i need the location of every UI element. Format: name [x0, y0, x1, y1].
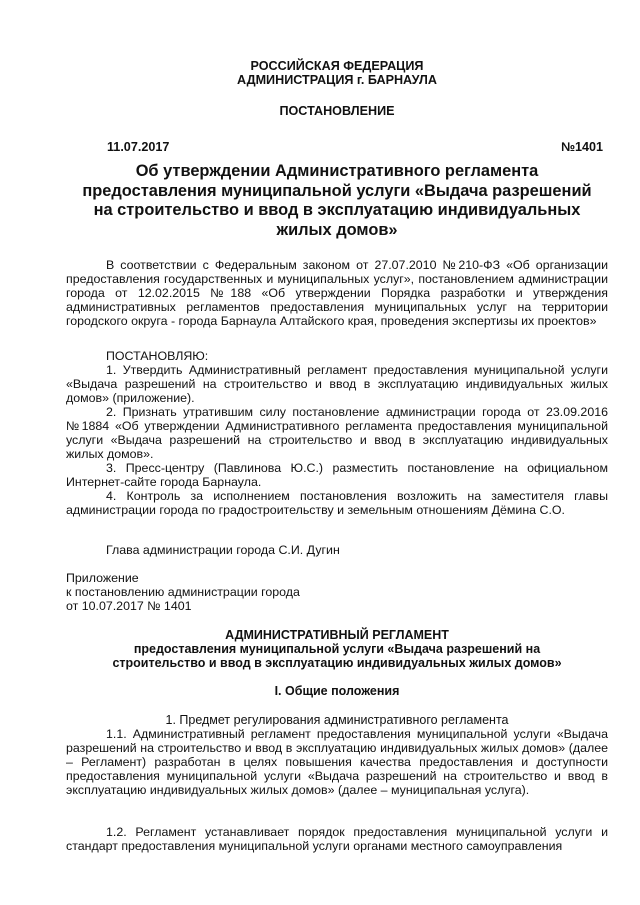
preamble-paragraph: В соответствии с Федеральным законом от 27.07.2010 №210-ФЗ «Об организации предоставления государственных и муниципальных услуг», постановлением администрации города от 12.02.2015 №188 «Об утверждении Порядка разработки и утверждения административных регламентов предоставления муниципальных услуг на территории городского округа - города Барнаула Алтайского края, проведения экспертизы их проектов»	[66, 258, 608, 328]
document-number: №1401	[560, 140, 603, 154]
subsection-heading: 1. Предмет регулирования административного регламента	[165, 713, 509, 727]
section-heading: I. Общие положения	[274, 684, 400, 698]
regulation-paragraph-1-1: 1.1. Административный регламент предоставления муниципальной услуги «Выдача разрешений на строительство и ввод в эксплуатацию индивидуальных жилых домов» (далее – Регламент) разработан в целях повышения качества предоставления и доступности предоставления муниципальной услуги «Выдача разрешений на строительство и ввод в эксплуатацию индивидуальных жилых домов» (далее – муниципальная услуга).	[66, 727, 608, 797]
regulation-paragraph-1-2: 1.2. Регламент устанавливает порядок предоставления муниципальной услуги и стандарт предоставления муниципальной услуги органами местного самоуправления	[66, 825, 608, 853]
decree-item-4: 4. Контроль за исполнением постановления возложить на заместителя главы администрации города по градостроительству и земельным отношениям Дёмина С.О.	[66, 489, 608, 517]
decree-item-3: 3. Пресс-центру (Павлинова Ю.С.) разместить постановление на официальном Интернет-сайте города Барнаула.	[66, 461, 608, 489]
header-administration: АДМИНИСТРАЦИЯ г. БАРНАУЛА	[237, 73, 437, 87]
document-title-line-1: Об утверждении Административного регламента	[135, 162, 539, 180]
appendix-date-number: от 10.07.2017 № 1401	[66, 599, 192, 613]
document-title-line-3: на строительство и ввод в эксплуатацию индивидуальных	[93, 201, 581, 219]
decree-item-2: 2. Признать утратившим силу постановление администрации города от 23.09.2016 №1884 «Об утверждении Административного регламента предоставления муниципальной услуги «Выдача разрешений на строительство и ввод в эксплуатацию индивидуальных жилых домов».	[66, 405, 608, 461]
document-type: ПОСТАНОВЛЕНИЕ	[279, 104, 395, 118]
regulation-subheading-line-2: строительство и ввод в эксплуатацию индивидуальных жилых домов»	[112, 656, 562, 670]
signature-line: Глава администрации города С.И. Дугин	[106, 543, 340, 557]
header-country: РОССИЙСКАЯ ФЕДЕРАЦИЯ	[250, 59, 424, 73]
decree-word: ПОСТАНОВЛЯЮ:	[106, 349, 209, 363]
document-title-line-2: предоставления муниципальной услуги «Выдача разрешений	[82, 181, 592, 200]
appendix-reference: к постановлению администрации города	[66, 585, 300, 599]
decree-item-1: 1. Утвердить Административный регламент предоставления муниципальной услуги «Выдача разрешений на строительство и ввод в эксплуатацию индивидуальных жилых домов» (приложение).	[66, 363, 608, 405]
regulation-subheading-line-1: предоставления муниципальной услуги «Выдача разрешений на	[133, 642, 541, 656]
appendix-label: Приложение	[66, 571, 139, 585]
regulation-heading: АДМИНИСТРАТИВНЫЙ РЕГЛАМЕНТ	[225, 628, 449, 642]
document-title-line-4: жилых домов»	[276, 220, 398, 239]
document-date: 11.07.2017	[107, 140, 170, 154]
